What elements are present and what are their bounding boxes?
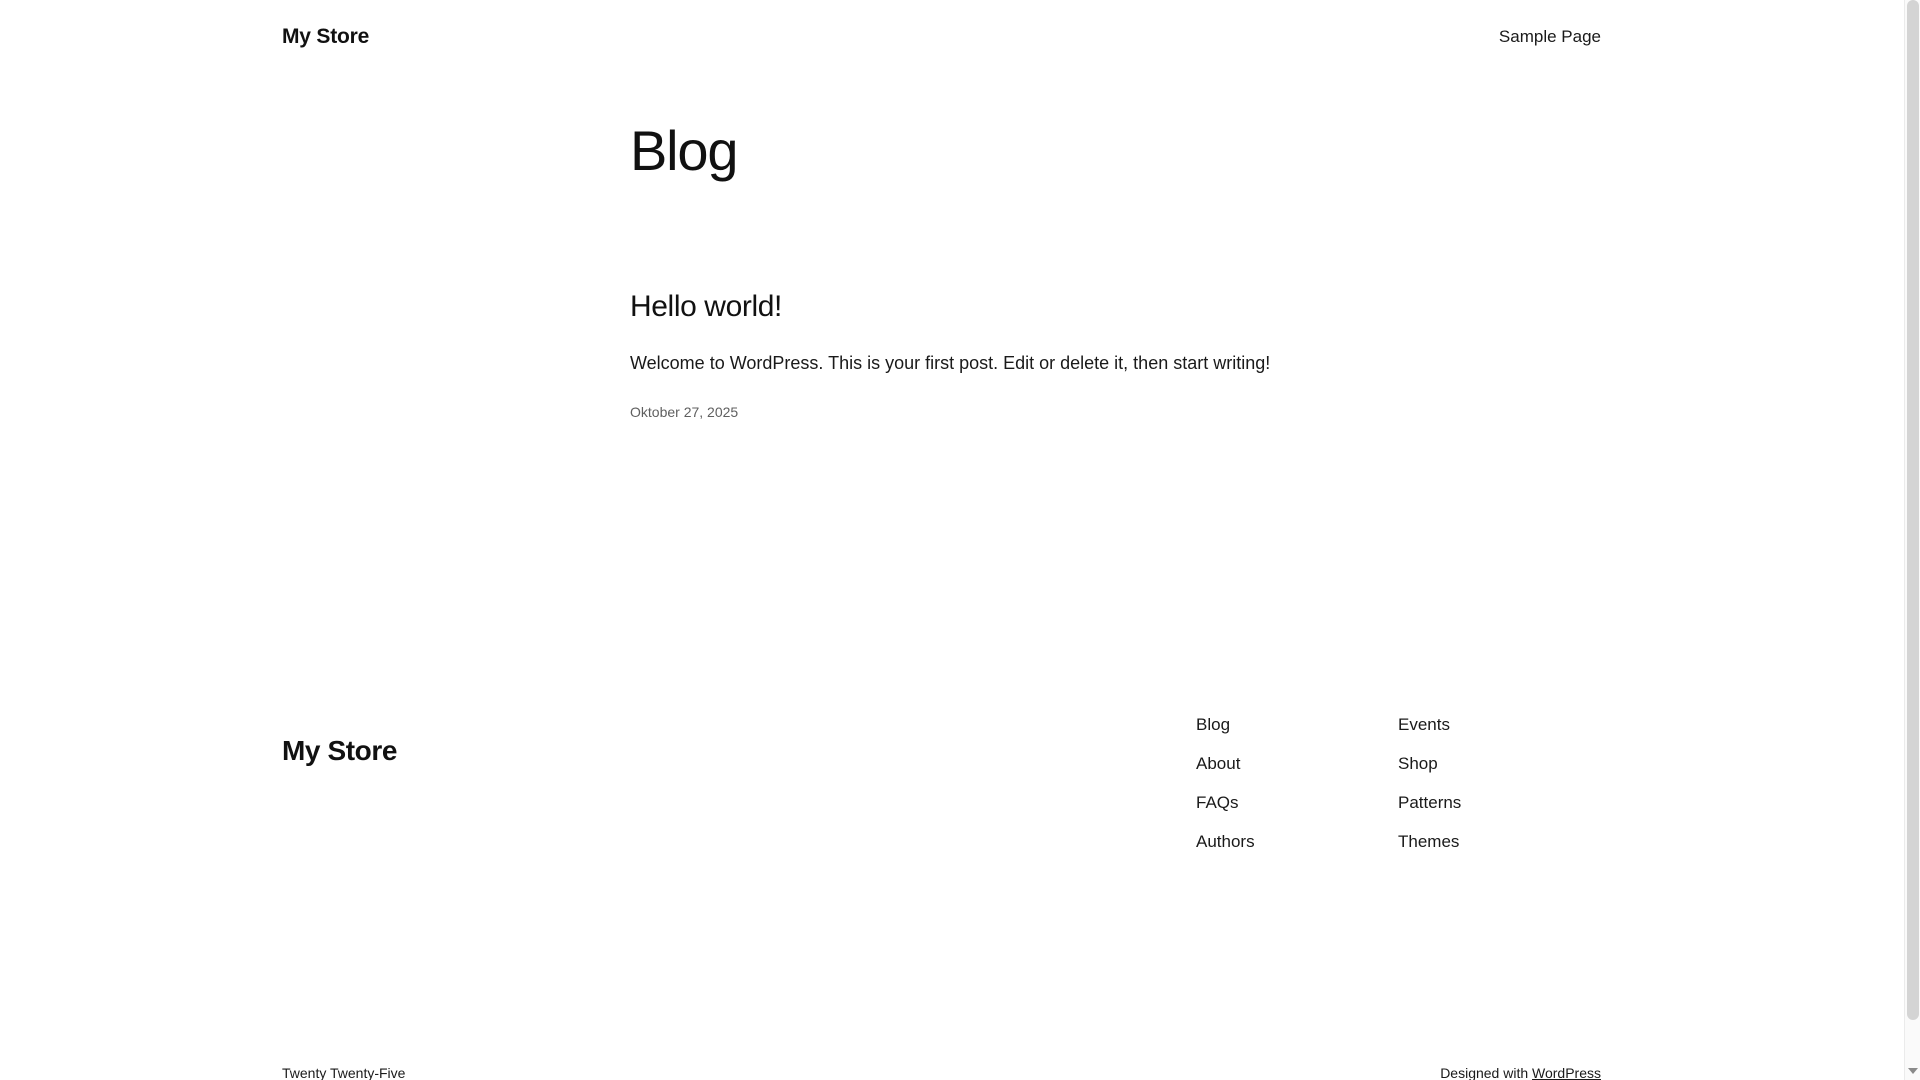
theme-name: Twenty Twenty-Five [282,1065,406,1080]
footer-link-themes[interactable]: Themes [1398,832,1460,851]
vertical-scrollbar[interactable] [1904,0,1920,1080]
site-title-link[interactable]: My Store [282,24,370,48]
footer-column-one [1196,716,1398,850]
post-date: Oktober 27, 2025 [630,403,739,420]
scrollbar-thumb[interactable] [1907,0,1919,1020]
footer-link-patterns[interactable]: Patterns [1398,793,1462,812]
footer-credit-prefix: Designed with [1440,1065,1533,1080]
site-footer [0,716,1883,1080]
footer-bottom [282,1065,1601,1080]
post-list-item [630,289,1630,419]
main-content [630,120,1630,419]
footer-link-authors[interactable]: Authors [1196,832,1255,851]
scroll-down-arrow-icon[interactable] [1908,1068,1918,1074]
footer-link-faqs[interactable]: FAQs [1196,793,1239,812]
footer-link-blog[interactable]: Blog [1196,715,1231,734]
site-header [0,0,1883,72]
footer-site-title-link[interactable]: My Store [282,735,398,766]
footer-link-events[interactable]: Events [1398,715,1450,734]
post-title-link[interactable]: Hello world! [630,289,782,323]
footer-top [282,716,1601,850]
footer-credit [1440,1065,1601,1080]
post-title [630,289,1630,325]
footer-link-shop[interactable]: Shop [1398,754,1438,773]
footer-link-columns [1196,716,1601,850]
nav-item-sample-page[interactable]: Sample Page [1498,26,1601,46]
footer-link-about[interactable]: About [1196,754,1241,773]
post-excerpt: Welcome to WordPress. This is your first post. Edit or delete it, then start writing! [630,352,1271,373]
wordpress-link[interactable]: WordPress [1532,1065,1601,1080]
page-title: Blog [630,119,738,182]
primary-navigation [1499,28,1601,45]
footer-column-two [1398,716,1600,850]
